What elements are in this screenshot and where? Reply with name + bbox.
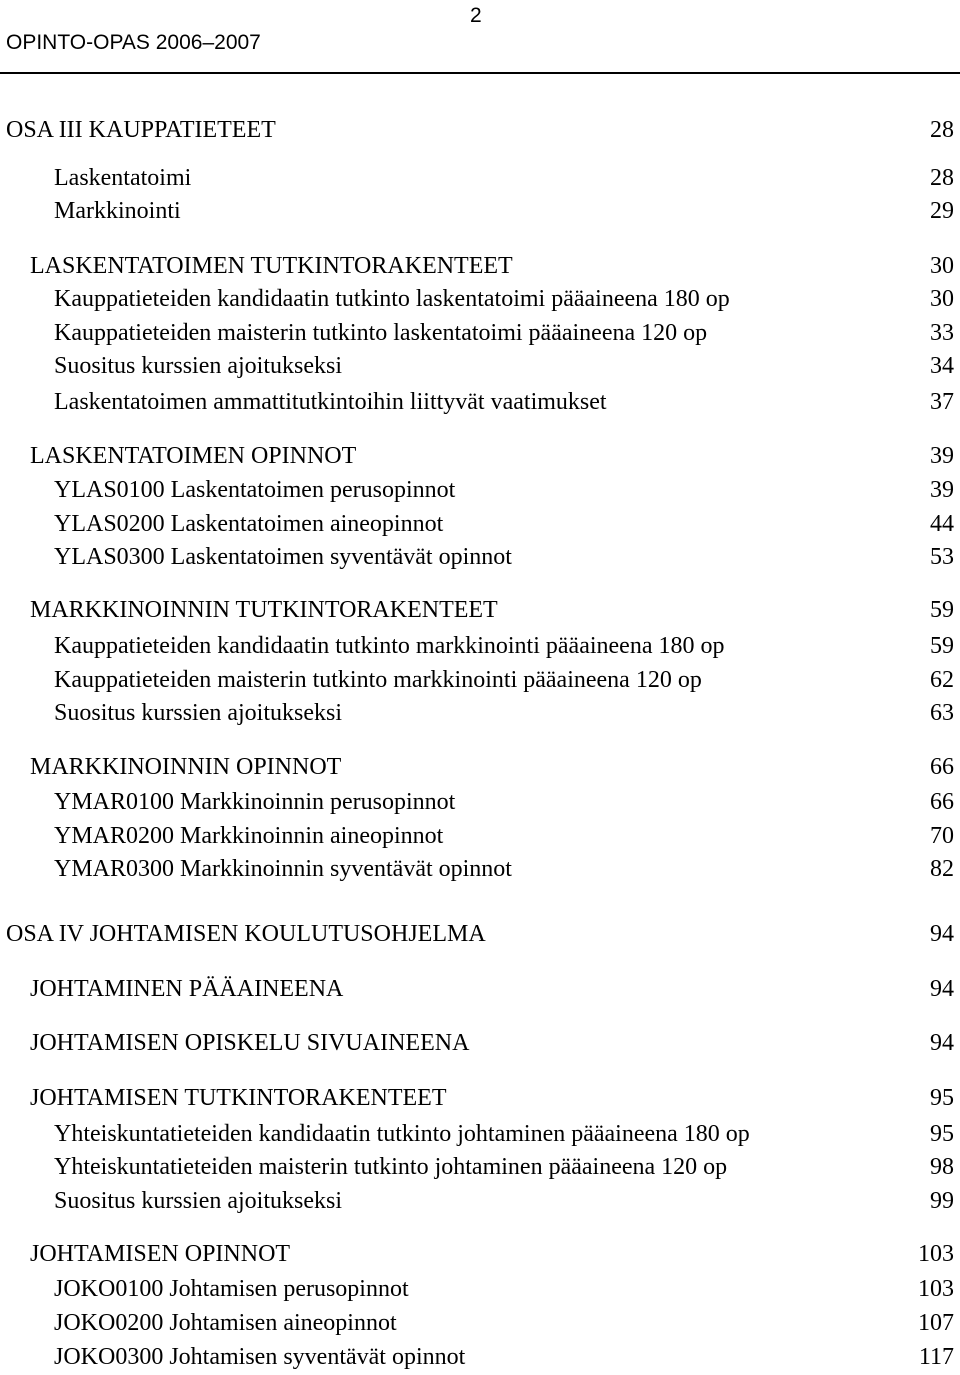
toc-entry-page: 59 <box>930 633 954 659</box>
toc-entry-title: Kauppatieteiden kandidaatin tutkinto markkinointi pääaineena 180 op <box>54 633 725 659</box>
toc-entry[interactable] <box>0 1118 960 1150</box>
toc-entry[interactable] <box>0 162 960 194</box>
toc-entry[interactable] <box>0 853 960 885</box>
toc-entry-title: JOHTAMISEN TUTKINTORAKENTEET <box>30 1085 447 1111</box>
toc-section[interactable] <box>0 1082 960 1114</box>
toc-entry[interactable] <box>0 386 960 418</box>
toc-entry-page: 39 <box>930 477 954 503</box>
toc-entry[interactable] <box>0 541 960 573</box>
toc-part-3[interactable] <box>0 114 960 146</box>
toc-entry-page: 34 <box>930 353 954 379</box>
toc-entry-page: 94 <box>930 976 954 1002</box>
toc-entry-title: JOHTAMISEN OPISKELU SIVUAINEENA <box>30 1030 470 1056</box>
toc-entry-page: 82 <box>930 856 954 882</box>
toc-entry-title: Yhteiskuntatieteiden maisterin tutkinto johtaminen pääaineena 120 op <box>54 1154 728 1180</box>
toc-section[interactable] <box>0 440 960 472</box>
toc-entry[interactable] <box>0 1151 960 1183</box>
toc-entry[interactable] <box>0 1185 960 1217</box>
toc-entry-title: Kauppatieteiden kandidaatin tutkinto laskentatoimi pääaineena 180 op <box>54 286 730 312</box>
toc-entry-title: JOHTAMINEN PÄÄAINEENA <box>30 976 344 1002</box>
document-title: OPINTO-OPAS 2006–2007 <box>6 31 261 54</box>
toc-section[interactable] <box>0 973 960 1005</box>
toc-entry-page: 44 <box>930 511 954 537</box>
toc-entry-page: 33 <box>930 320 954 346</box>
toc-entry-title: Laskentatoimen ammattitutkintoihin liittyvät vaatimukset <box>54 389 607 415</box>
toc-entry[interactable] <box>0 1307 960 1339</box>
toc-entry-title: OSA IV JOHTAMISEN KOULUTUSOHJELMA <box>6 921 486 947</box>
toc-entry-page: 70 <box>930 823 954 849</box>
toc-entry-page: 103 <box>918 1241 954 1267</box>
toc-entry-title: MARKKINOINNIN TUTKINTORAKENTEET <box>30 597 498 623</box>
toc-section[interactable] <box>0 250 960 282</box>
toc-entry-page: 66 <box>930 754 954 780</box>
toc-entry-title: JOKO0200 Johtamisen aineopinnot <box>54 1310 397 1336</box>
toc-entry-page: 30 <box>930 286 954 312</box>
toc-entry-title: YMAR0100 Markkinoinnin perusopinnot <box>54 789 456 815</box>
toc-entry[interactable] <box>0 786 960 818</box>
toc-entry-page: 29 <box>930 198 954 224</box>
toc-entry-page: 37 <box>930 389 954 415</box>
toc-entry-page: 95 <box>930 1085 954 1111</box>
toc-entry-title: Kauppatieteiden maisterin tutkinto markkinointi pääaineena 120 op <box>54 667 702 693</box>
toc-entry-page: 59 <box>930 597 954 623</box>
toc-entry-title: Yhteiskuntatieteiden kandidaatin tutkinto johtaminen pääaineena 180 op <box>54 1121 750 1147</box>
toc-entry[interactable] <box>0 508 960 540</box>
toc-entry-title: Markkinointi <box>54 198 181 224</box>
toc-entry-title: Laskentatoimi <box>54 165 192 191</box>
toc-entry[interactable] <box>0 1341 960 1373</box>
toc-entry-page: 66 <box>930 789 954 815</box>
toc-entry-title: Suositus kurssien ajoitukseksi <box>54 700 343 726</box>
toc-entry-page: 62 <box>930 667 954 693</box>
toc-entry-title: LASKENTATOIMEN TUTKINTORAKENTEET <box>30 253 513 279</box>
toc-part-4[interactable] <box>0 918 960 950</box>
toc-entry[interactable] <box>0 1273 960 1305</box>
toc-entry-page: 94 <box>930 921 954 947</box>
toc-entry-title: OSA III KAUPPATIETEET <box>6 117 276 143</box>
toc-entry[interactable] <box>0 350 960 382</box>
toc-entry-title: YLAS0300 Laskentatoimen syventävät opinnot <box>54 544 512 570</box>
toc-entry-page: 99 <box>930 1188 954 1214</box>
toc-entry[interactable] <box>0 697 960 729</box>
toc-entry-page: 103 <box>918 1276 954 1302</box>
toc-entry-page: 39 <box>930 443 954 469</box>
toc-entry-title: JOKO0100 Johtamisen perusopinnot <box>54 1276 409 1302</box>
toc-section[interactable] <box>0 594 960 626</box>
toc-entry-page: 95 <box>930 1121 954 1147</box>
toc-entry-page: 28 <box>930 165 954 191</box>
toc-entry-page: 53 <box>930 544 954 570</box>
toc-entry-page: 30 <box>930 253 954 279</box>
toc-entry[interactable] <box>0 317 960 349</box>
toc-section[interactable] <box>0 1238 960 1270</box>
toc-section[interactable] <box>0 1027 960 1059</box>
toc-entry-title: YLAS0100 Laskentatoimen perusopinnot <box>54 477 456 503</box>
toc-entry[interactable] <box>0 820 960 852</box>
toc-entry[interactable] <box>0 283 960 315</box>
toc-entry-title: JOHTAMISEN OPINNOT <box>30 1241 291 1267</box>
toc-entry-page: 63 <box>930 700 954 726</box>
toc-entry[interactable] <box>0 630 960 662</box>
toc-entry[interactable] <box>0 664 960 696</box>
toc-entry-title: Suositus kurssien ajoitukseksi <box>54 1188 343 1214</box>
toc-entry-page: 98 <box>930 1154 954 1180</box>
toc-entry-title: JOKO0300 Johtamisen syventävät opinnot <box>54 1344 466 1370</box>
toc-entry-page: 28 <box>930 117 954 143</box>
toc-entry-title: YMAR0300 Markkinoinnin syventävät opinnot <box>54 856 512 882</box>
toc-entry-title: YLAS0200 Laskentatoimen aineopinnot <box>54 511 444 537</box>
toc-entry-title: Kauppatieteiden maisterin tutkinto laskentatoimi pääaineena 120 op <box>54 320 708 346</box>
toc-section[interactable] <box>0 751 960 783</box>
toc-entry[interactable] <box>0 474 960 506</box>
toc-entry-title: LASKENTATOIMEN OPINNOT <box>30 443 357 469</box>
toc-entry[interactable] <box>0 195 960 227</box>
toc-entry-page: 94 <box>930 1030 954 1056</box>
toc-entry-title: YMAR0200 Markkinoinnin aineopinnot <box>54 823 444 849</box>
toc-entry-page: 117 <box>918 1344 954 1370</box>
toc-entry-title: MARKKINOINNIN OPINNOT <box>30 754 342 780</box>
page-number: 2 <box>470 4 482 27</box>
toc-entry-title: Suositus kurssien ajoitukseksi <box>54 353 343 379</box>
toc-entry-page: 107 <box>918 1310 954 1336</box>
